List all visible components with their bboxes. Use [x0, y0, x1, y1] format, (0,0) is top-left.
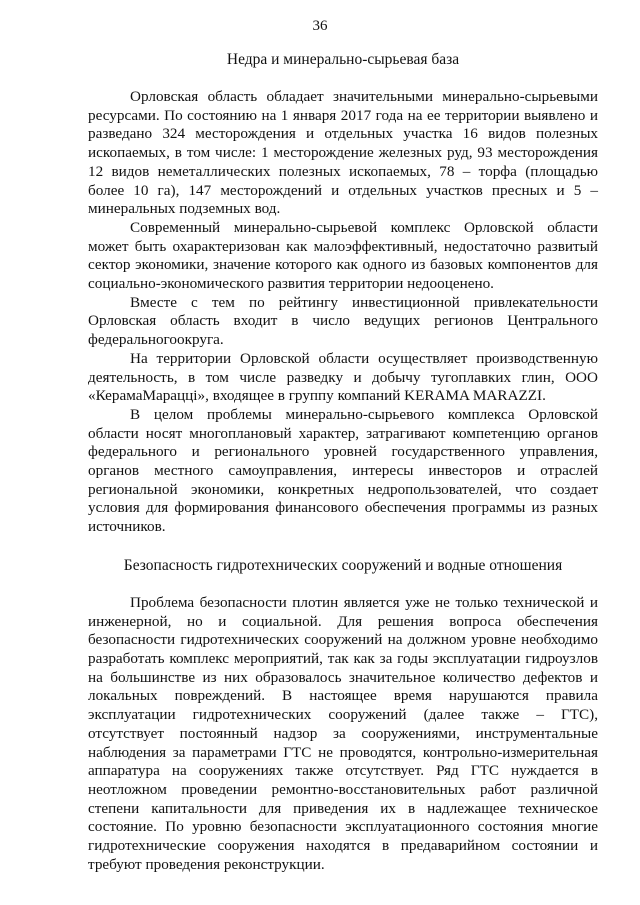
paragraph: Проблема безопасности плотин является уже не только технической и инженерной, но и социальной. Для решения вопроса обеспечения безопасности гидротехнических сооружений на должном уровне необходимо разработать комплекс мероприятий, так как за годы эксплуатации гидроузлов на большинстве из них образовалось значительное количество дефектов и локальных повреждений. В настоящее время нарушаются правила эксплуатации гидротехнических сооружений (далее также – ГТС), отсутствует постоянный надзор за сооружениями, инструментальные наблюдения за параметрами ГТС не проводятся, контрольно-измерительная аппаратура на сооружениях также отсутствует. Ряд ГТС нуждается в неотложном проведении ремонтно-восстановительных работ различной степени капитальности для приведения их в надлежащее техническое состояние. По уровню безопасности эксплуатационного состояния многие гидротехнические сооружения находятся в предаварийном состоянии и требуют проведения реконструкции.: [88, 593, 598, 873]
page-number: 36: [312, 18, 328, 34]
paragraph: Вместе с тем по рейтингу инвестиционной привлекательности Орловская область входит в число ведущих регионов Центрального федеральногоокруга.: [88, 293, 598, 349]
paragraph: Современный минерально-сырьевой комплекс Орловской области может быть охарактеризован как малоэффективный, недостаточно развитый сектор экономики, значение которого как одного из базовых компонентов для социально-экономического развития территории недооценено.: [88, 218, 598, 293]
section-mineral-resources: [88, 50, 598, 537]
section-title: Недра и минерально-сырьевая база: [226, 51, 460, 68]
paragraph: На территории Орловской области осуществляет производственную деятельность, в том числе разведку и добычу тугоплавких глин, ООО «КерамаМараццi», входящее в группу компаний KERAMA MARAZZI.: [88, 349, 598, 405]
section-title: Безопасность гидротехнических сооружений и водные отношения: [123, 556, 563, 574]
paragraph: Орловская область обладает значительными минерально-сырьевыми ресурсами. По состоянию на 1 января 2017 года на ее территории выявлено и разведано 324 месторождения и отдельных участка 16 видов полезных ископаемых, в том числе: 1 месторождение железных руд, 93 месторождения 12 видов неметаллических полезных ископаемых, 78 – торфа (площадью более 10 га), 147 месторождений и отдельных участков пресных и 5 – минеральных подземных вод.: [88, 88, 598, 218]
page-content: [88, 50, 598, 874]
section-hydraulic-safety: [88, 556, 598, 875]
paragraph: В целом проблемы минерально-сырьевого комплекса Орловской области носят многоплановый характер, затрагивают компетенцию органов федерального и регионального уровней государственного управления, органов местного самоуправления, интересы инвесторов и отраслей региональной экономики, конкретных недропользователей, что создает условия для формирования финансового обеспечения программы из разных источников.: [88, 405, 598, 536]
